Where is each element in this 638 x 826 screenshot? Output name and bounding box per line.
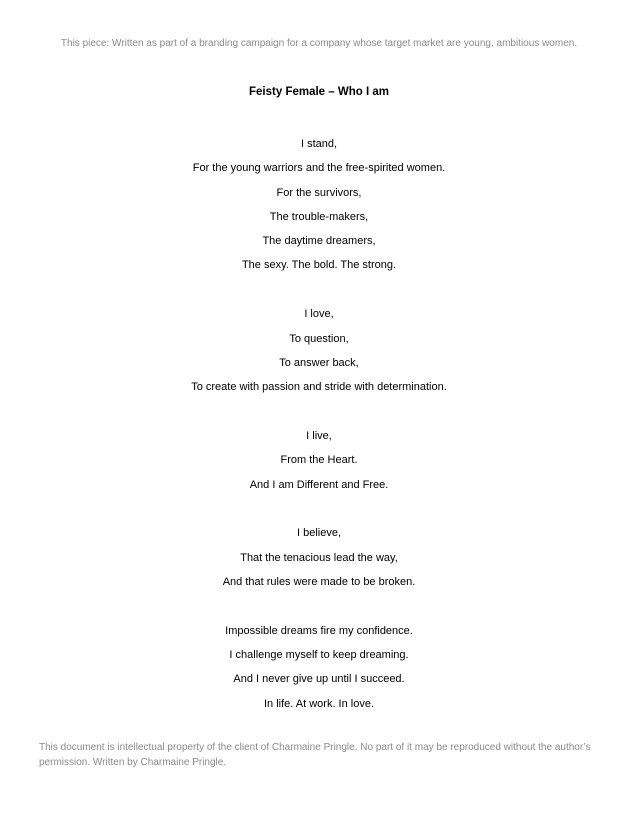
poem: [0, 137, 638, 745]
poem-line: The sexy. The bold. The strong.: [241, 259, 397, 272]
poem-line: And I am Different and Free.: [249, 478, 389, 491]
poem-line: And I never give up until I succeed.: [233, 673, 405, 686]
poem-line: I believe,: [296, 527, 342, 540]
poem-line: I live,: [306, 429, 332, 442]
poem-line: That the tenacious lead the way,: [240, 551, 398, 564]
poem-title: Feisty Female – Who I am: [249, 86, 389, 98]
poem-line: For the survivors,: [276, 186, 362, 199]
poem-line: Impossible dreams fire my confidence.: [225, 624, 413, 637]
poem-line: To question,: [289, 332, 349, 345]
stanza-5: [0, 624, 638, 721]
poem-line: I love,: [304, 308, 334, 321]
poem-line: From the Heart.: [280, 454, 358, 467]
stanza-1: [0, 137, 638, 283]
stanza-3: [0, 429, 638, 502]
poem-line: I stand,: [300, 138, 338, 150]
poem-line: I challenge myself to keep dreaming.: [229, 649, 409, 662]
header-note: This piece: Written as part of a branding campaign for a company whose target market are young, ambitious women.: [60, 38, 578, 49]
poem-line: And that rules were made to be broken.: [222, 575, 416, 588]
stanza-4: [0, 526, 638, 599]
poem-line: The trouble-makers,: [269, 210, 369, 223]
stanza-2: [0, 307, 638, 404]
poem-line: To create with passion and stride with determination.: [191, 381, 447, 394]
poem-line: The daytime dreamers,: [262, 235, 376, 248]
poem-line: To answer back,: [279, 356, 359, 369]
footer-note: This document is intellectual property of the client of Charmaine Pringle. No part of it may be reproduced without the author’s permission. Written by Charmaine Pringle.: [39, 742, 591, 768]
poem-line: For the young warriors and the free-spirited women.: [192, 162, 446, 175]
poem-line: In life. At work. In love.: [263, 697, 375, 710]
